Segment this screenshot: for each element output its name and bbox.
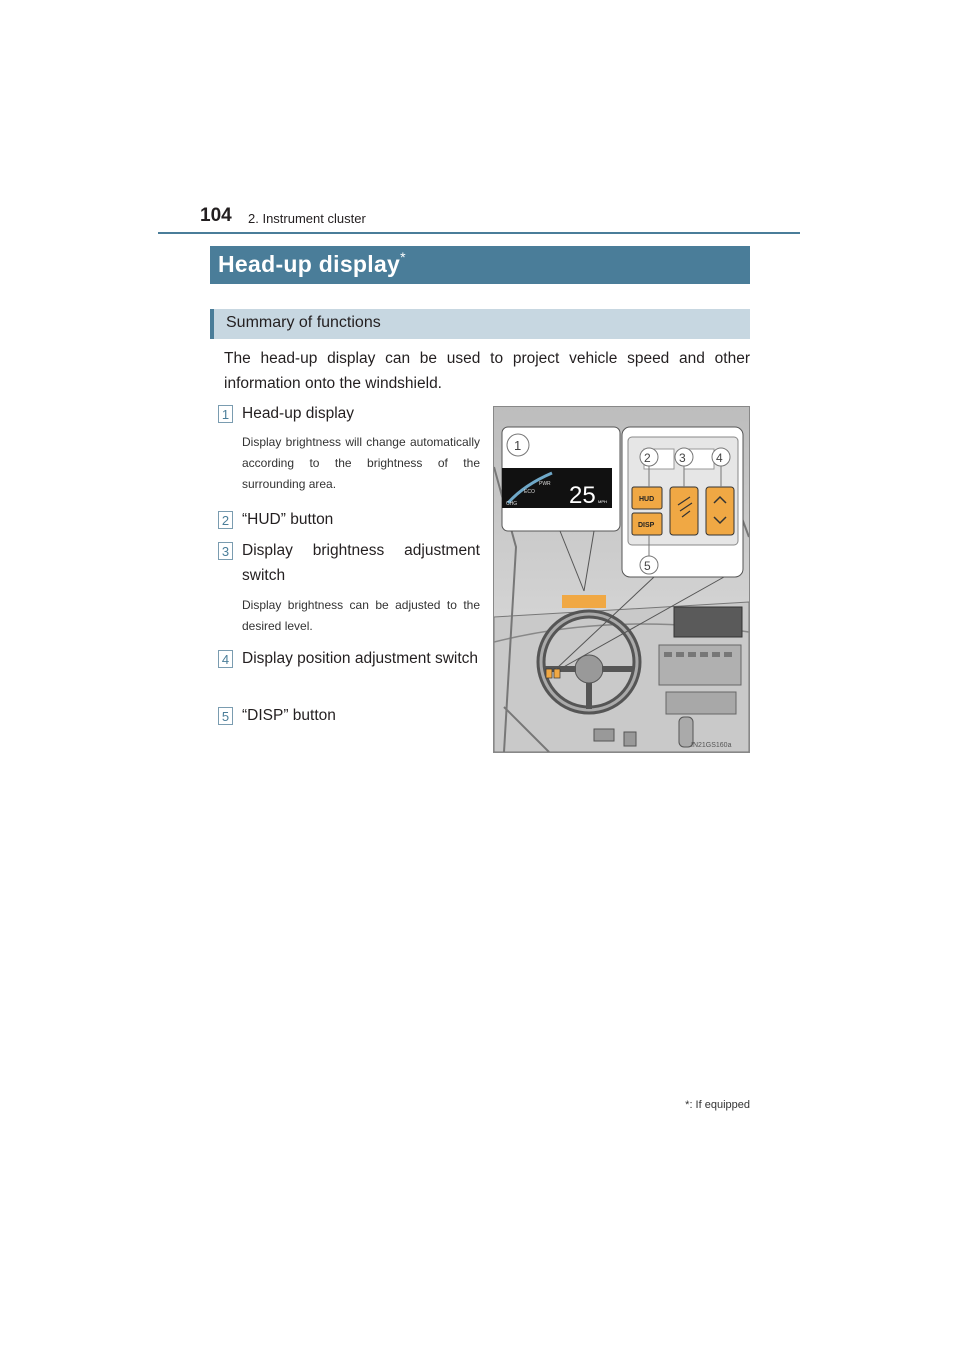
intro-paragraph: The head-up display can be used to project vehicle speed and other information onto the windshield. xyxy=(224,350,750,392)
footnote-text: : If equipped xyxy=(689,1099,750,1111)
item-note: Display brightness can be adjusted to the desired level. xyxy=(242,598,480,633)
item-number-badge: 2 xyxy=(218,511,233,529)
callout-5: 5 xyxy=(644,559,651,573)
footnote xyxy=(685,1099,750,1111)
callout-2: 2 xyxy=(644,451,651,465)
item-label: Head-up display xyxy=(242,405,355,422)
figure-code: IN21GS160a xyxy=(691,742,732,749)
item-note: Display brightness will change automatically according to the brightness of the surrounding area. xyxy=(242,435,480,491)
hud-illustration xyxy=(493,406,750,753)
equipped-marker: * xyxy=(400,249,406,265)
callout-4: 4 xyxy=(716,451,723,465)
callout-1: 1 xyxy=(514,438,522,453)
item-number-badge: 4 xyxy=(218,650,233,668)
item-label: Display brightness adjustment switch xyxy=(242,542,480,584)
subheading: Summary of functions xyxy=(210,309,750,339)
item-number-badge: 3 xyxy=(218,542,233,560)
item-number-badge: 5 xyxy=(218,707,233,725)
hud-label-pwr: PWR xyxy=(539,481,551,487)
header-rule xyxy=(158,232,800,234)
item-label: Display position adjustment switch xyxy=(242,650,479,667)
hud-label-eco: ECO xyxy=(524,489,535,495)
disp-button-label: DISP xyxy=(638,522,655,529)
hud-button-label: HUD xyxy=(639,496,655,503)
footnote-marker: * xyxy=(685,1099,690,1111)
item-label: “HUD” button xyxy=(242,511,334,528)
hud-speed: 25 xyxy=(569,482,596,509)
item-label: “DISP” button xyxy=(242,707,336,724)
callout-3: 3 xyxy=(679,451,686,465)
dashboard-drawing xyxy=(494,407,749,752)
section-title: 2. Instrument cluster xyxy=(248,211,366,226)
subheading-accent-bar xyxy=(210,309,214,339)
main-heading-text: Head-up display xyxy=(218,251,401,277)
page-number: 104 xyxy=(200,205,232,226)
hud-speed-unit: MPH xyxy=(598,499,607,504)
hud-label-chg: CHG xyxy=(506,501,518,507)
main-heading xyxy=(210,246,750,284)
item-number-badge: 1 xyxy=(218,405,233,423)
